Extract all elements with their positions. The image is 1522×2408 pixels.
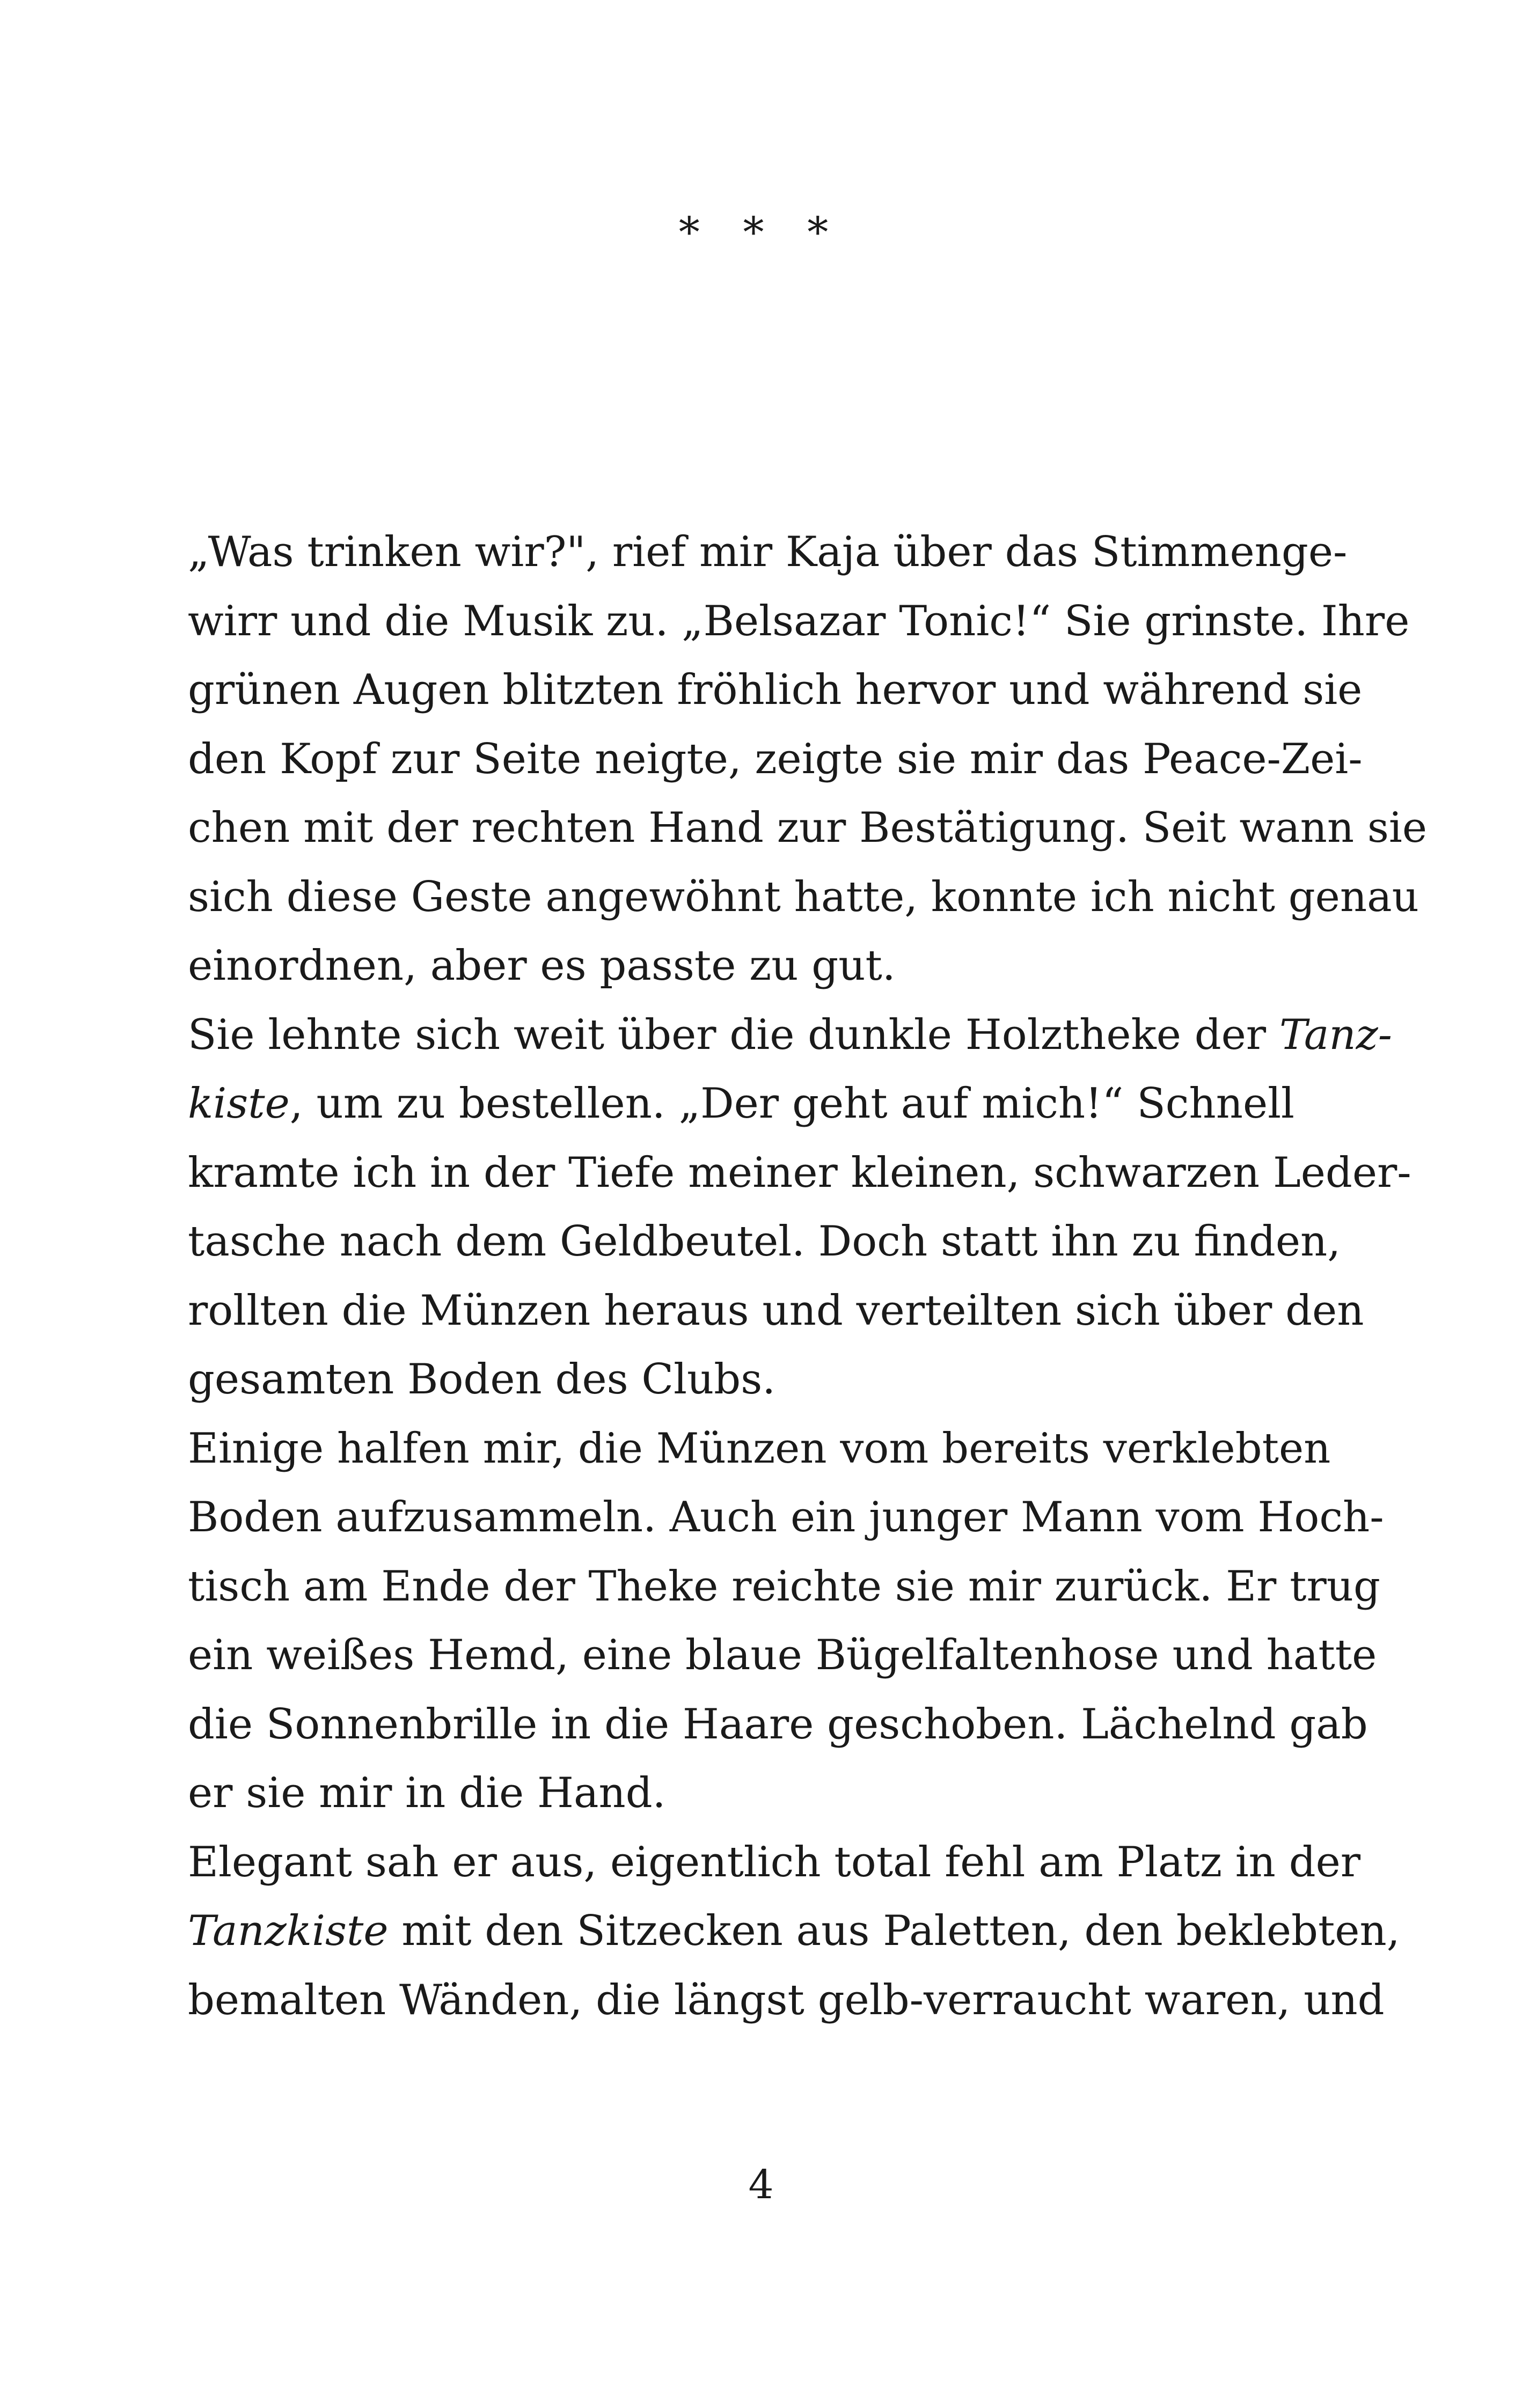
text-line: rollten die Münzen heraus und verteilten sich über den [188,1286,1364,1335]
text-line: die Sonnenbrille in die Haare geschoben. Lächelnd gab [188,1700,1368,1749]
text-segment: Sie lehnte sich weit über die dunkle Holztheke der [188,1010,1279,1059]
paragraph-3 [188,1414,1384,1828]
text-line [188,1897,1400,1966]
club-name-italic: Tanz- [1279,1010,1393,1059]
text-line: den Kopf zur Seite neigte, zeigte sie mir das Peace-Zei- [188,735,1363,783]
text-line: ein weißes Hemd, eine blaue Bügelfaltenhose und hatte [188,1631,1377,1679]
text-line: tasche nach dem Geldbeutel. Doch statt ihn zu finden, [188,1217,1341,1266]
body-text [188,518,1428,2035]
text-segment: , um zu bestellen. „Der geht auf mich!“ Schnell [289,1080,1294,1128]
paragraph-2 [188,1001,1411,1414]
text-line [188,1001,1393,1070]
paragraph-4 [188,1828,1400,2035]
text-line: „Was trinken wir?", rief mir Kaja über das Stimmenge- [188,528,1348,576]
text-line: Elegant sah er aus, eigentlich total fehl am Platz in der [188,1838,1361,1886]
section-break-ornament: * * * [678,209,844,257]
text-line: grünen Augen blitzten fröhlich hervor und während sie [188,666,1363,714]
text-line: sich diese Geste angewöhnt hatte, konnte ich nicht genau [188,872,1419,921]
club-name-italic: kiste [188,1080,290,1128]
text-line [188,1069,1294,1139]
text-line: chen mit der rechten Hand zur Bestätigung. Seit wann sie [188,804,1428,852]
text-line: gesamten Boden des Clubs. [188,1355,776,1404]
paragraph-1 [188,518,1428,1001]
text-segment: mit den Sitzecken aus Paletten, den beklebten, [388,1907,1400,1955]
club-name-italic: Tanzkiste [188,1907,389,1955]
text-line: tisch am Ende der Theke reichte sie mir zurück. Er trug [188,1562,1380,1611]
page-number: 4 [748,2162,774,2208]
text-line: einordnen, aber es passte zu gut. [188,942,896,990]
text-line: wirr und die Musik zu. „Belsazar Tonic!“ Sie grinste. Ihre [188,597,1410,645]
text-line: bemalten Wänden, die längst gelb-verraucht waren, und [188,1976,1385,2024]
text-line: kramte ich in der Tiefe meiner kleinen, schwarzen Leder- [188,1148,1411,1197]
text-line: Boden aufzusammeln. Auch ein junger Mann vom Hoch- [188,1493,1384,1541]
text-line: er sie mir in die Hand. [188,1769,666,1817]
text-line: Einige halfen mir, die Münzen vom bereits verklebten [188,1424,1331,1473]
